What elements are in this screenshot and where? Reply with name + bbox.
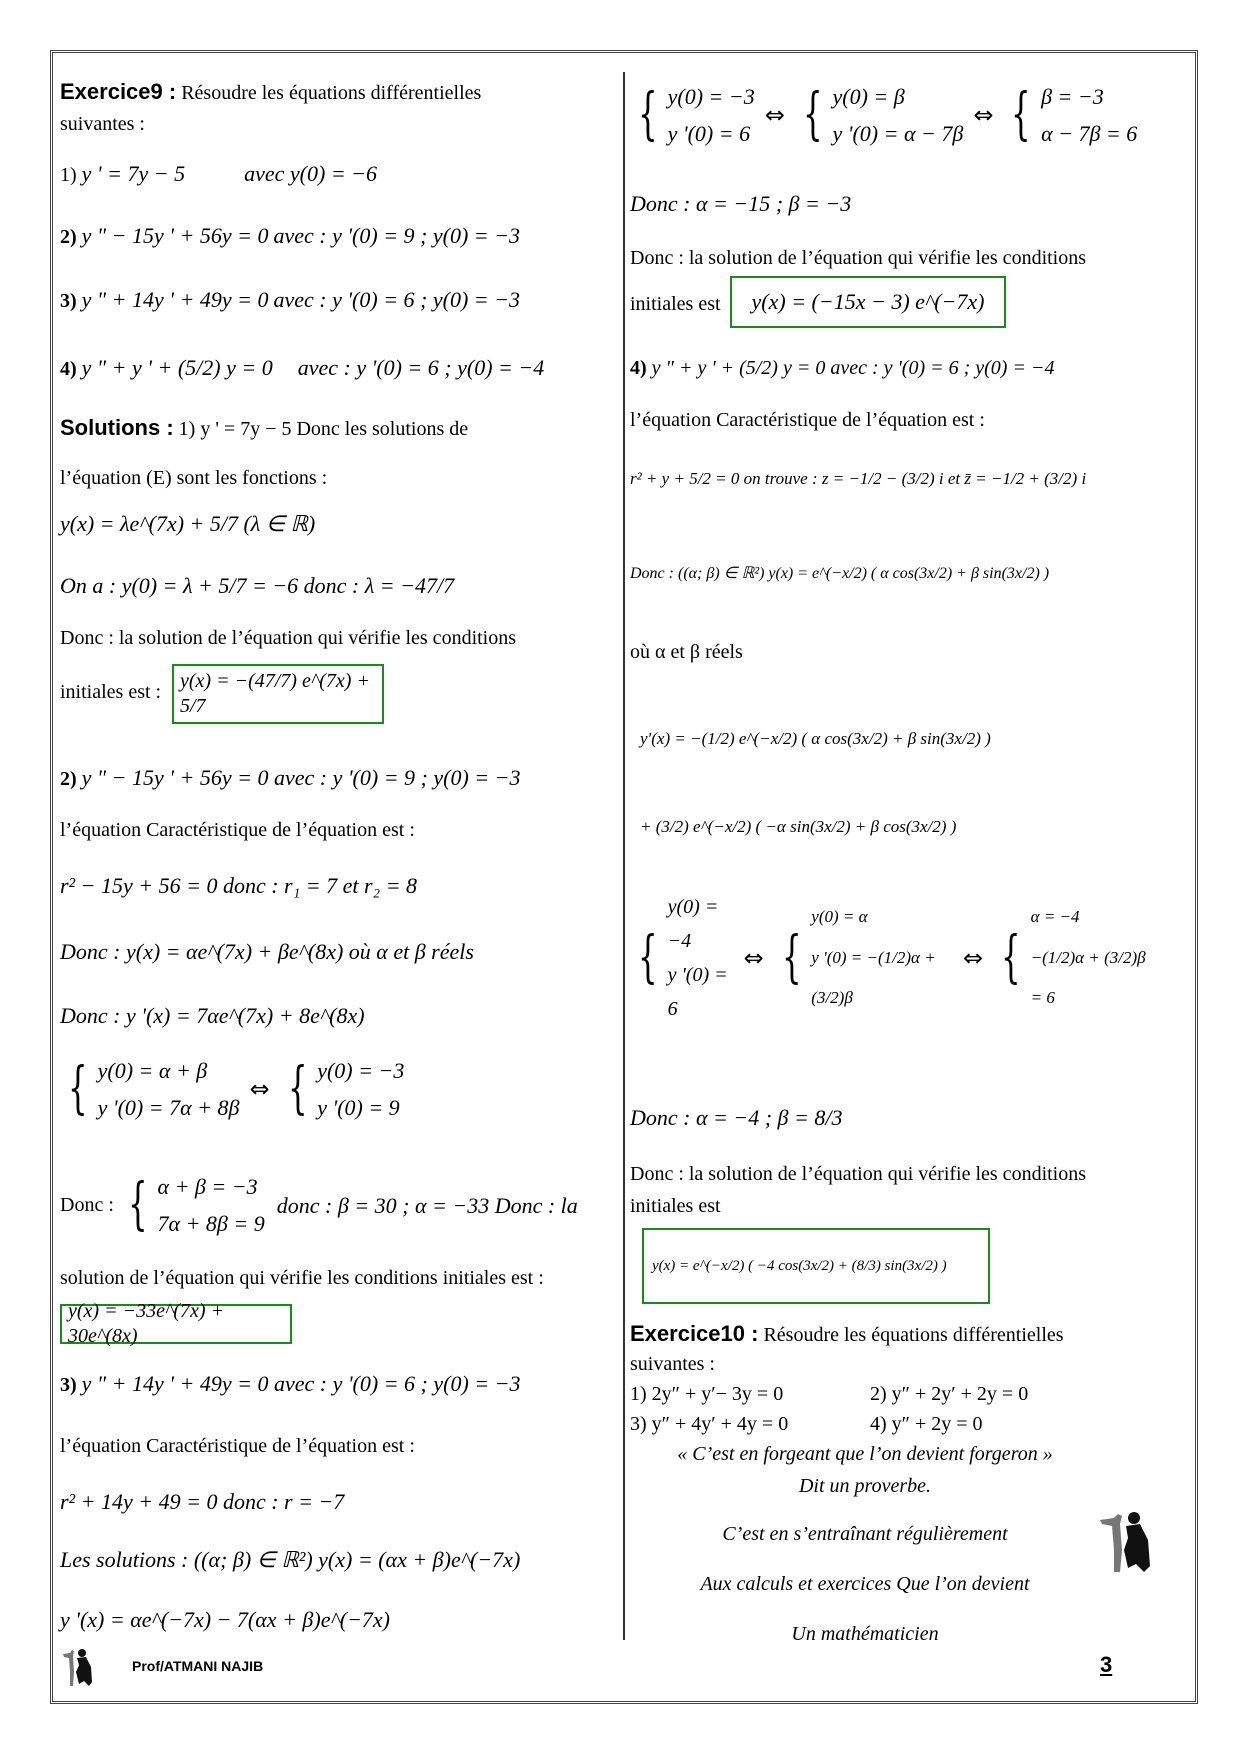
s4-system-equivalence: { y(0) = −4 y '(0) = 6 ⇔ { y(0) = α y '(0) = −(1/2)α + (3/2)β ⇔ { α = −4 −(1/2)α + (3/2)β = 6 bbox=[638, 896, 1146, 1020]
proverb-attribution: Dit un proverbe. bbox=[798, 1475, 931, 1497]
s4-derivative-2: + (3/2) e^(−x/2) ( −α sin(3x/2) + β cos(3x/2) ) bbox=[640, 817, 957, 836]
s1-answer-box: y(x) = −(47/7) e^(7x) + 5/7 bbox=[172, 664, 384, 724]
left-brace-icon: { bbox=[68, 1056, 88, 1122]
s4-heading: 4) y " + y ' + (5/2) y = 0 avec : y '(0) = 6 ; y(0) = −4 bbox=[630, 357, 1055, 379]
s1-general-solution: y(x) = λe^(7x) + 5/7 (λ ∈ ℝ) bbox=[60, 511, 316, 536]
teacher-child-silhouette-icon bbox=[62, 1648, 96, 1688]
exercise10-item-4: 4) y″ + 2y = 0 bbox=[870, 1413, 983, 1435]
s4-result: Donc : α = −4 ; β = 8/3 bbox=[630, 1105, 843, 1130]
s3-donc: Donc : la solution de l’équation qui vérifie les conditions bbox=[630, 247, 1087, 269]
proverb-quote: « C’est en forgeant que l’on devient forgeron » bbox=[677, 1443, 1053, 1465]
author-name: Prof/ATMANI NAJIB bbox=[132, 1658, 264, 1674]
s2-general: Donc : y(x) = αe^(7x) + βe^(8x) où α et β réels bbox=[60, 939, 474, 964]
motto-line-2: Aux calculs et exercices Que l’on devient bbox=[700, 1573, 1030, 1595]
teacher-child-silhouette-icon bbox=[1098, 1510, 1152, 1574]
s3-heading: 3) y " + 14y ' + 49y = 0 avec : y '(0) = 6 ; y(0) = −3 bbox=[60, 1371, 521, 1396]
exercise10-item-3: 3) y″ + 4y′ + 4y = 0 bbox=[630, 1413, 789, 1435]
solutions-heading: Solutions : 1) y ' = 7y − 5 Donc les solutions de bbox=[60, 415, 469, 440]
exercise9-heading bbox=[60, 78, 481, 106]
motto-line-3: Un mathématicien bbox=[791, 1623, 939, 1645]
s1-answer-line: initiales est : bbox=[60, 681, 162, 703]
s4-reels: où α et β réels bbox=[630, 641, 743, 663]
s3-general: Les solutions : ((α; β) ∈ ℝ²) y(x) = (αx + β)e^(−7x) bbox=[60, 1547, 521, 1572]
page-footer bbox=[60, 1648, 1190, 1688]
iff-arrow-icon: ⇔ bbox=[973, 101, 994, 130]
left-brace-icon: { bbox=[638, 82, 658, 148]
left-brace-icon: { bbox=[1001, 925, 1021, 990]
exercise10-title: Exercice10 : bbox=[630, 1321, 759, 1346]
left-brace-icon: { bbox=[287, 1056, 308, 1122]
exercise9-intro: Résoudre les équations différentielles bbox=[181, 82, 482, 104]
s2-char-label: l’équation Caractéristique de l’équation est : bbox=[60, 819, 415, 841]
s4-char-label: l’équation Caractéristique de l’équation est : bbox=[630, 409, 985, 431]
exercise9-title: Exercice9 : bbox=[60, 79, 177, 104]
s3-init-label: initiales est bbox=[630, 293, 721, 315]
s2-system-equivalence: { y(0) = α + β y '(0) = 7α + 8β ⇔ { y(0) = −3 y '(0) = 9 bbox=[68, 1056, 405, 1122]
s2-derivative: Donc : y '(x) = 7αe^(7x) + 8e^(8x) bbox=[60, 1003, 365, 1028]
exercise10-item-2: 2) y″ + 2y′ + 2y = 0 bbox=[870, 1383, 1029, 1405]
s2-heading: 2) y " − 15y ' + 56y = 0 avec : y '(0) = 9 ; y(0) = −3 bbox=[60, 765, 521, 790]
s1-initial-condition: On a : y(0) = λ + 5/7 = −6 donc : λ = −47/7 bbox=[60, 573, 455, 598]
exercise9-intro-line2: suivantes : bbox=[60, 113, 145, 135]
iff-arrow-icon: ⇔ bbox=[764, 101, 785, 130]
page-number: 3 bbox=[1100, 1652, 1113, 1677]
s4-derivative-1: y′(x) = −(1/2) e^(−x/2) ( α cos(3x/2) + β sin(3x/2) ) bbox=[640, 729, 991, 748]
s4-answer-box: y(x) = e^(−x/2) ( −4 cos(3x/2) + (8/3) sin(3x/2) ) bbox=[642, 1228, 990, 1304]
s3-answer-box: y(x) = (−15x − 3) e^(−7x) bbox=[730, 276, 1006, 328]
s1-donc: Donc : la solution de l’équation qui vérifie les conditions bbox=[60, 627, 517, 649]
exercise10-intro-line2: suivantes : bbox=[630, 1353, 715, 1375]
left-brace-icon: { bbox=[781, 925, 802, 990]
s2-char-eq: r² − 15y + 56 = 0 donc : r₁ = 7 et r₂ = 8 bbox=[60, 873, 418, 898]
s4-donc: Donc : la solution de l’équation qui vérifie les conditions bbox=[630, 1163, 1087, 1185]
s3-system-equivalence: { y(0) = −3 y '(0) = 6 ⇔ { y(0) = β y '(0) = α − 7β ⇔ { β = −3 α − 7β = 6 bbox=[638, 82, 1138, 148]
left-brace-icon: { bbox=[1011, 82, 1032, 148]
iff-arrow-icon: ⇔ bbox=[249, 1075, 270, 1104]
column-divider bbox=[623, 72, 625, 1640]
left-brace-icon: { bbox=[802, 82, 823, 148]
s4-char-eq: r² + y + 5/2 = 0 on trouve : z = −1/2 − (3/2) i et z̄ = −1/2 + (3/2) i bbox=[630, 469, 1087, 488]
left-brace-icon: { bbox=[127, 1172, 148, 1238]
exercise9-item-2: 2) y " − 15y ' + 56y = 0 avec : y '(0) = 9 ; y(0) = −3 bbox=[60, 223, 520, 248]
s3-char-label: l’équation Caractéristique de l’équation est : bbox=[60, 1435, 415, 1457]
s1-line2: l’équation (E) sont les fonctions : bbox=[60, 467, 328, 489]
exercise10-heading: Exercice10 : Résoudre les équations différentielles bbox=[630, 1321, 1064, 1346]
s4-init-label: initiales est bbox=[630, 1195, 721, 1217]
exercise9-item-3: 3) y " + 14y ' + 49y = 0 avec : y '(0) = 6 ; y(0) = −3 bbox=[60, 287, 520, 312]
solutions-title: Solutions : bbox=[60, 415, 174, 440]
iff-arrow-icon: ⇔ bbox=[962, 944, 984, 972]
s3-derivative: y '(x) = αe^(−7x) − 7(αx + β)e^(−7x) bbox=[60, 1607, 391, 1632]
iff-arrow-icon: ⇔ bbox=[743, 944, 764, 972]
s4-general: Donc : ((α; β) ∈ ℝ²) y(x) = e^(−x/2) ( α cos(3x/2) + β sin(3x/2) ) bbox=[630, 565, 1050, 582]
left-brace-icon: { bbox=[638, 925, 658, 990]
s3-char-eq: r² + 14y + 49 = 0 donc : r = −7 bbox=[60, 1489, 345, 1514]
exercise10-item-1: 1) 2y″ + y′− 3y = 0 bbox=[630, 1383, 784, 1405]
s2-answer-box: y(x) = −33e^(7x) + 30e^(8x) bbox=[60, 1304, 292, 1344]
s3-result: Donc : α = −15 ; β = −3 bbox=[630, 191, 852, 216]
motto-line-1: C’est en s’entraînant régulièrement bbox=[722, 1523, 1008, 1545]
exercise9-item-1: 1) y ' = 7y − 5 avec y(0) = −6 bbox=[60, 161, 378, 186]
s2-solve-system: Donc : { α + β = −3 7α + 8β = 9 donc : β = 30 ; α = −33 Donc : la bbox=[60, 1172, 578, 1238]
s2-sol-line: solution de l’équation qui vérifie les conditions initiales est : bbox=[60, 1267, 544, 1289]
exercise9-item-4: 4) y " + y ' + (5/2) y = 0 avec : y '(0) = 6 ; y(0) = −4 bbox=[60, 355, 545, 380]
